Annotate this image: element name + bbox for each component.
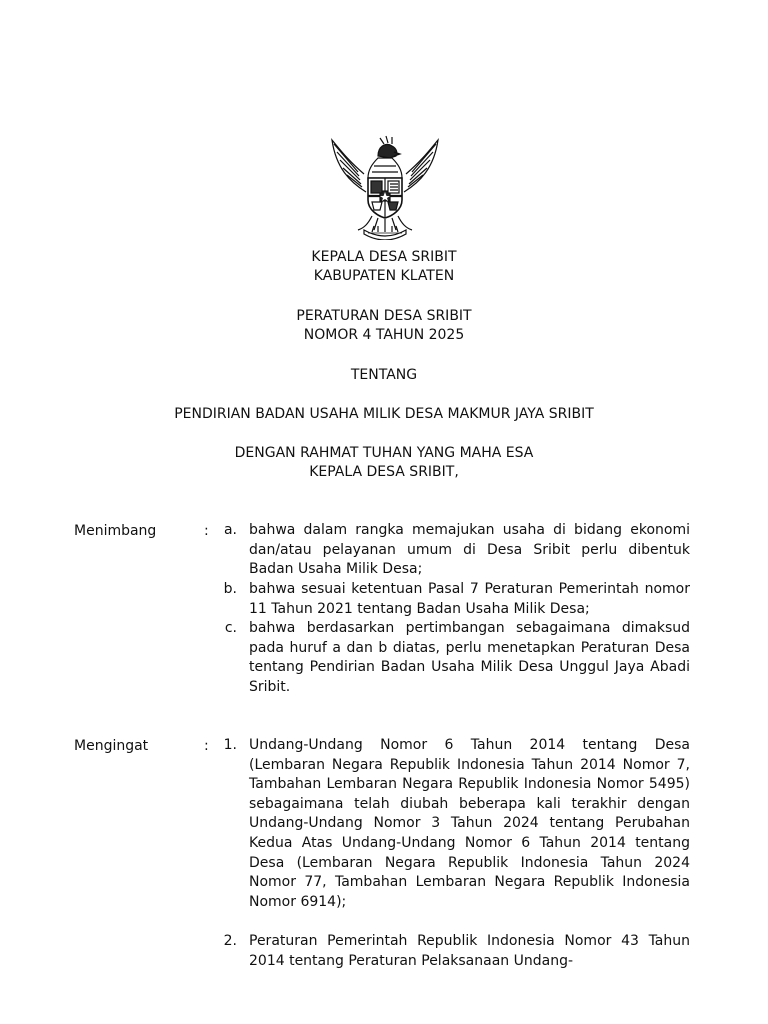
mengingat-colon: : xyxy=(204,738,209,754)
item-marker: 1. xyxy=(223,737,237,753)
regulation-subject: PENDIRIAN BADAN USAHA MILIK DESA MAKMUR JAYA SRIBIT xyxy=(174,406,594,422)
blessing-line: DENGAN RAHMAT TUHAN YANG MAHA ESA xyxy=(234,445,534,461)
item-text: bahwa dalam rangka memajukan usaha di bidang ekonomi dan/atau pelayanan umum di Desa Sribit perlu dibentuk Badan Usaha Milik Desa; xyxy=(249,522,690,578)
regency-title: KABUPATEN KLATEN xyxy=(313,268,455,284)
tentang-label: TENTANG xyxy=(350,367,418,383)
item-text: Undang-Undang Nomor 6 Tahun 2014 tentang Desa (Lembaran Negara Republik Indonesia Tahun 2014 Nomor 7, Tambahan Lembaran Negara Republik Indonesia Nomor 5495) sebagaimana telah diubah beberapa kali terakhir dengan Undang-Undang Nomor 3 Tahun 2024 tentang Perubahan Kedua Atas Undang-Undang Nomor 6 Tahun 2014 tentang Desa (Lembaran Negara Republik Indonesia Tahun 2024 Nomor 77, Tambahan Lembaran Negara Republik Indonesia Nomor 6914); xyxy=(249,737,690,910)
item-text: bahwa sesuai ketentuan Pasal 7 Peraturan Pemerintah nomor 11 Tahun 2021 tentang Badan Usaha Milik Desa; xyxy=(249,581,690,617)
item-text: Peraturan Pemerintah Republik Indonesia Nomor 43 Tahun 2014 tentang Peraturan Pelaksanaan Undang- xyxy=(249,933,690,969)
item-marker: b. xyxy=(223,581,237,597)
item-text: bahwa berdasarkan pertimbangan sebagaimana dimaksud pada huruf a dan b diatas, perlu menetapkan Peraturan Desa tentang Pendirian Badan Usaha Milik Desa Unggul Jaya Abadi Sribit. xyxy=(249,620,690,695)
item-marker: 2. xyxy=(223,933,237,949)
issuer-title: KEPALA DESA SRIBIT xyxy=(311,249,457,265)
menimbang-colon: : xyxy=(204,523,209,539)
issuer-line: KEPALA DESA SRIBIT, xyxy=(309,464,459,480)
regulation-number: NOMOR 4 TAHUN 2025 xyxy=(303,327,465,343)
mengingat-label: Mengingat xyxy=(74,738,149,754)
item-marker: c. xyxy=(224,620,237,636)
garuda-emblem xyxy=(328,130,442,240)
item-marker: a. xyxy=(223,522,237,538)
menimbang-label: Menimbang xyxy=(74,523,157,539)
garuda-pancasila-icon xyxy=(328,130,442,240)
regulation-title: PERATURAN DESA SRIBIT xyxy=(296,308,472,324)
